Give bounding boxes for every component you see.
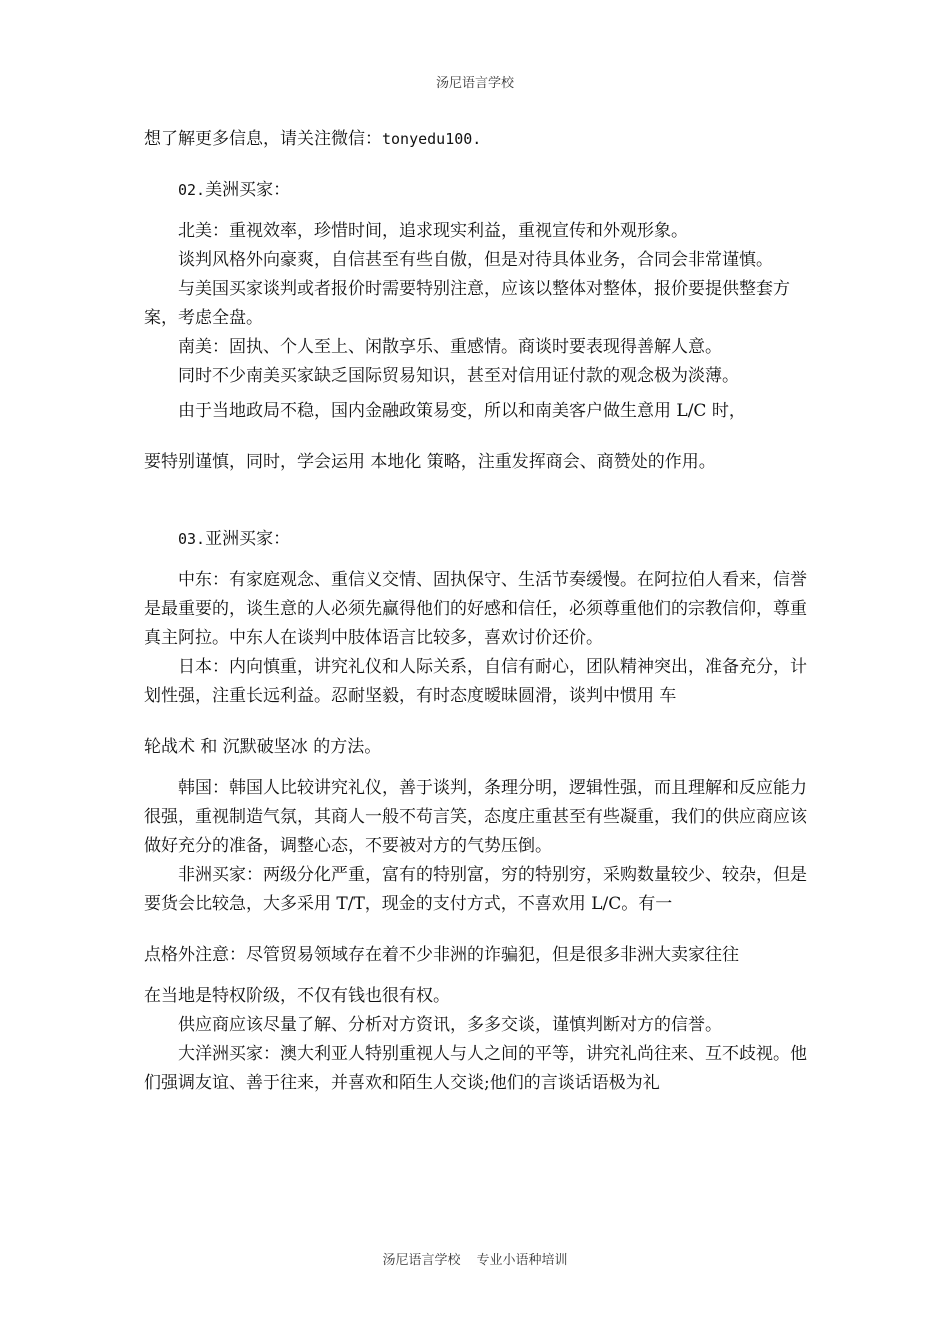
paragraph-africa-note: 点格外注意：尽管贸易领域存在着不少非洲的诈骗犯，但是很多非洲大卖家往往 — [144, 945, 739, 965]
document-body — [144, 125, 810, 1098]
page-footer — [0, 1249, 950, 1268]
paragraph-korea: 韩国：韩国人比较讲究礼仪，善于谈判，条理分明，逻辑性强，而且理解和反应能力很强，重视制造气氛，其商人一般不苟言笑，态度庄重甚至有些凝重，我们的供应商应该做好充分的准备，调整心态，不要被对方的气势压倒。 — [144, 778, 807, 856]
wechat-id: tonyedu100. — [382, 130, 482, 148]
paragraph-supplier-advice: 供应商应该尽量了解、分析对方资讯，多多交谈，谨慎判断对方的信誉。 — [178, 1015, 722, 1035]
section-heading-americas: 02.美洲买家： — [178, 180, 291, 200]
section-heading-asia: 03.亚洲买家： — [178, 529, 291, 549]
paragraph-africa: 非洲买家：两级分化严重，富有的特别富，穷的特别穷，采购数量较少、较杂，但是要货会比较急，大多采用 T/T，现金的支付方式，不喜欢用 L/C。有一 — [144, 865, 807, 914]
intro-line: 想了解更多信息，请关注微信：tonyedu100. — [144, 129, 482, 149]
paragraph-localization: 要特别谨慎，同时，学会运用 本地化 策略，注重发挥商会、商赞处的作用。 — [144, 452, 716, 472]
paragraph-middle-east: 中东：有家庭观念、重信义交情、固执保守、生活节奏缓慢。在阿拉伯人看来，信誉是最重要的，谈生意的人必须先赢得他们的好感和信任，必须尊重他们的宗教信仰，尊重真主阿拉。中东人在谈判中肢体语言比较多，喜欢讨价还价。 — [144, 570, 807, 648]
paragraph-negotiation-style: 谈判风格外向豪爽，自信甚至有些自傲，但是对待具体业务，合同会非常谨慎。 — [178, 250, 773, 270]
paragraph-africa-privilege: 在当地是特权阶级，不仅有钱也很有权。 — [144, 986, 450, 1006]
paragraph-lc-caution: 由于当地政局不稳，国内金融政策易变，所以和南美客户做生意用 L/C 时， — [178, 401, 746, 421]
paragraph-trade-knowledge: 同时不少南美买家缺乏国际贸易知识，甚至对信用证付款的观念极为淡薄。 — [178, 366, 739, 386]
paragraph-japan: 日本：内向慎重，讲究礼仪和人际关系，自信有耐心，团队精神突出，准备充分，计划性强，注重长远利益。忍耐坚毅，有时态度暧昧圆滑，谈判中惯用 车 — [144, 657, 807, 706]
paragraph-us-quotation: 与美国买家谈判或者报价时需要特别注意，应该以整体对整体，报价要提供整套方案，考虑全盘。 — [144, 279, 790, 328]
footer-school: 汤尼语言学校 — [382, 1253, 461, 1268]
paragraph-north-america: 北美：重视效率，珍惜时间，追求现实利益，重视宣传和外观形象。 — [178, 221, 688, 241]
paragraph-oceania: 大洋洲买家：澳大利亚人特别重视人与人之间的平等，讲究礼尚往来、互不歧视。他们强调友谊、善于往来，并喜欢和陌生人交谈;他们的言谈话语极为礼 — [144, 1044, 807, 1093]
footer-tagline: 专业小语种培训 — [476, 1253, 568, 1268]
page-header: 汤尼语言学校 — [435, 76, 514, 91]
paragraph-japan-cont: 轮战术 和 沉默破坚冰 的方法。 — [144, 737, 382, 757]
paragraph-south-america: 南美：固执、个人至上、闲散享乐、重感情。商谈时要表现得善解人意。 — [178, 337, 722, 357]
